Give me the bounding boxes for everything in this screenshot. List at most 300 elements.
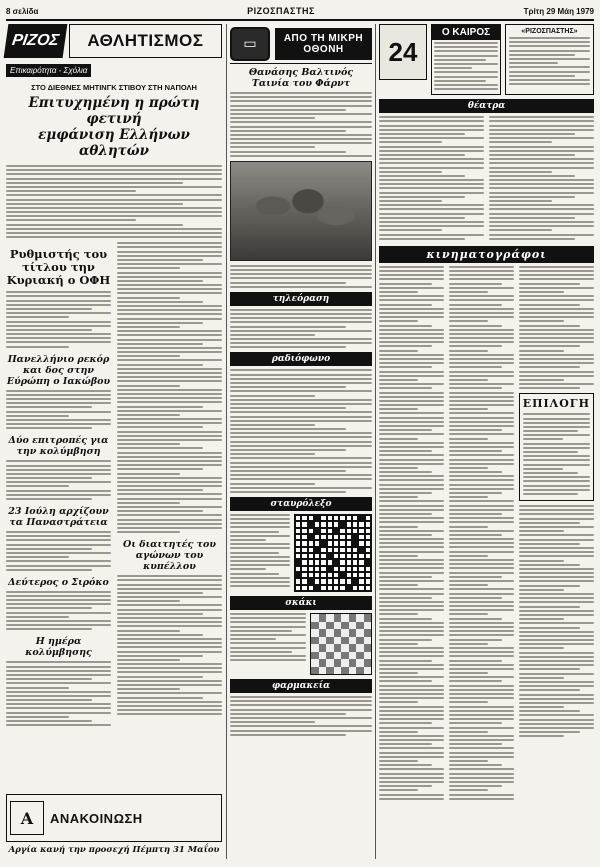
text-line [449, 664, 514, 666]
chess-square [364, 629, 372, 637]
text-line [523, 430, 578, 432]
text-line [6, 333, 111, 335]
text-line [117, 646, 222, 648]
chess-square [311, 629, 319, 637]
text-line [379, 350, 418, 352]
text-line [379, 597, 432, 599]
text-line [117, 322, 203, 324]
text-line [230, 265, 372, 267]
text-line [6, 207, 222, 209]
chess-square [311, 614, 319, 622]
text-line [117, 493, 222, 495]
text-line [117, 651, 222, 653]
text-line [6, 219, 136, 221]
text-line [449, 789, 488, 791]
text-line [117, 401, 222, 403]
text-line [230, 445, 372, 447]
chess-square [326, 652, 334, 660]
text-line [519, 543, 581, 545]
chess-square [326, 644, 334, 652]
text-line [379, 773, 444, 775]
text-line [117, 519, 222, 521]
text-line [230, 407, 346, 409]
text-line [117, 246, 222, 248]
text-line [230, 420, 372, 422]
text-line [449, 794, 514, 796]
text-line [449, 768, 514, 770]
tv-headline: Θανάσης Βαλτινός Ταινία του Φάρντ [248, 67, 354, 89]
text-line [449, 488, 514, 490]
text-line [449, 551, 514, 553]
chess-square [319, 644, 327, 652]
text-line [379, 542, 444, 544]
text-line [379, 400, 444, 402]
chess-square [341, 667, 349, 675]
text-line [449, 396, 514, 398]
text-line [6, 565, 111, 567]
text-line [379, 722, 432, 724]
chess-square [334, 614, 342, 622]
text-line [449, 777, 514, 779]
chess-square [349, 652, 357, 660]
text-line [6, 535, 111, 537]
text-line [6, 415, 69, 417]
text-line [519, 673, 594, 675]
chess-square [349, 629, 357, 637]
text-line [230, 100, 372, 102]
text-line [379, 655, 444, 657]
text-line [379, 454, 444, 456]
text-line [117, 263, 222, 265]
text-line [117, 575, 222, 577]
text-line [379, 299, 444, 301]
tv-schedule [230, 309, 372, 349]
chess-square [356, 644, 364, 652]
text-line [117, 251, 222, 253]
text-line [449, 446, 514, 448]
text-line [230, 436, 372, 438]
headline-iakovou: Πανελλήνιο ρεκόρ και δος στην Εύρώπη ο Ιακώβου [6, 353, 111, 387]
text-line [449, 597, 502, 599]
text-line [379, 626, 444, 628]
announcement-box [6, 794, 222, 842]
text-line [230, 113, 372, 115]
kicker: ΣΤΟ ΔΙΕΘΝΕΣ ΜΗΤΙΝΓΚ ΣΤΙΒΟΥ ΣΤΗ ΝΑΠΟΛΗ [31, 83, 197, 92]
text-line [449, 454, 514, 456]
text-line [509, 66, 590, 68]
text-line [519, 362, 594, 364]
text-line [230, 547, 290, 549]
text-line [230, 277, 372, 279]
text-line [230, 514, 290, 516]
text-line [379, 546, 444, 548]
text-line [379, 672, 418, 674]
text-line [6, 419, 111, 421]
text-line [6, 295, 111, 297]
text-line [523, 476, 590, 478]
text-line [489, 150, 594, 152]
story-body [6, 390, 111, 430]
text-line [230, 441, 372, 443]
text-line [509, 54, 575, 56]
text-line [519, 530, 564, 532]
text-line [6, 670, 111, 672]
text-line [379, 425, 444, 427]
text-line [449, 588, 514, 590]
text-line [379, 459, 444, 461]
text-line [379, 320, 418, 322]
text-line [6, 199, 222, 201]
text-line [449, 572, 514, 574]
text-line [117, 613, 203, 615]
text-line [489, 238, 575, 240]
text-line [519, 635, 594, 637]
text-line [379, 392, 444, 394]
text-line [6, 624, 111, 626]
text-line [230, 453, 315, 455]
text-line [489, 133, 575, 135]
text-line [519, 723, 594, 725]
text-line [117, 579, 222, 581]
text-line [117, 701, 222, 703]
text-line [379, 325, 432, 327]
text-line [379, 333, 444, 335]
text-line [449, 655, 514, 657]
text-line [117, 634, 203, 636]
text-line [449, 781, 514, 783]
story-body [6, 661, 111, 726]
text-line [379, 563, 444, 565]
text-line [519, 647, 564, 649]
text-line [117, 284, 222, 286]
text-line [379, 785, 432, 787]
text-line [230, 478, 372, 480]
text-line [519, 266, 594, 268]
chess-square [356, 622, 364, 630]
text-line [519, 270, 594, 272]
text-line [379, 467, 418, 469]
text-line [379, 158, 484, 160]
chess-square [356, 667, 364, 675]
text-line [449, 333, 514, 335]
text-line [434, 50, 498, 52]
text-line [519, 278, 594, 280]
chess-square [356, 637, 364, 645]
text-line [230, 273, 372, 275]
headline-siroko: Δεύτερος ο Σιρόκο [8, 576, 109, 588]
chess-square [356, 652, 364, 660]
text-line [449, 731, 488, 733]
text-line [230, 634, 306, 636]
text-line [379, 274, 444, 276]
text-line [117, 621, 222, 623]
text-line [230, 526, 290, 528]
text-line [379, 312, 444, 314]
text-line [449, 287, 514, 289]
tv-story-body [230, 92, 372, 157]
text-line [6, 707, 111, 709]
text-line [379, 475, 444, 477]
text-line [379, 204, 484, 206]
text-line [117, 385, 180, 387]
text-line [449, 743, 502, 745]
text-line [449, 647, 514, 649]
text-line [449, 421, 514, 423]
text-line [489, 137, 594, 139]
text-line [379, 196, 465, 198]
text-line [449, 517, 514, 519]
text-line [489, 221, 594, 223]
text-line [449, 329, 514, 331]
text-line [489, 146, 594, 148]
text-line [449, 412, 514, 414]
text-line [230, 585, 290, 587]
text-line [519, 614, 594, 616]
text-line [449, 563, 514, 565]
text-line [117, 659, 180, 661]
text-line [449, 513, 502, 515]
text-line [6, 465, 111, 467]
text-line [379, 781, 444, 783]
text-line [117, 334, 222, 336]
pharmacies-list [230, 696, 372, 736]
text-line [449, 798, 514, 800]
text-line [230, 704, 372, 706]
text-line [519, 694, 594, 696]
text-line [449, 626, 514, 628]
text-line [6, 165, 222, 167]
tv-banner [230, 24, 372, 64]
text-line [117, 485, 222, 487]
text-line [230, 491, 346, 493]
text-line [230, 568, 266, 570]
text-line [449, 459, 514, 461]
text-line [379, 278, 444, 280]
text-line [230, 138, 372, 140]
text-line [6, 548, 92, 550]
text-line [449, 634, 514, 636]
cinema-listings [519, 505, 594, 737]
weather-box [431, 24, 501, 95]
text-line [230, 155, 372, 157]
text-line [523, 480, 590, 482]
text-line [379, 141, 442, 143]
text-line [449, 383, 514, 385]
text-line [6, 406, 92, 408]
chess-square [319, 667, 327, 675]
text-line [379, 137, 484, 139]
text-line [379, 777, 444, 779]
text-line [117, 280, 203, 282]
text-line [449, 546, 514, 548]
text-line [434, 42, 498, 44]
text-line [449, 639, 502, 641]
text-line [117, 642, 222, 644]
text-line [519, 560, 564, 562]
text-line [117, 630, 180, 632]
text-line [230, 487, 372, 489]
text-line [489, 217, 575, 219]
text-line [523, 438, 563, 440]
text-line [434, 55, 498, 57]
text-line [449, 555, 488, 557]
text-line [379, 408, 418, 410]
chess-square [334, 659, 342, 667]
text-line [523, 443, 590, 445]
chess-square [319, 637, 327, 645]
text-line [117, 671, 222, 673]
text-line [6, 691, 111, 693]
text-line [117, 447, 203, 449]
text-line [449, 706, 514, 708]
text-line [449, 680, 502, 682]
text-line [519, 698, 594, 700]
story-body [6, 460, 111, 500]
text-line [519, 295, 594, 297]
chess-square [349, 637, 357, 645]
text-line [489, 175, 575, 177]
text-line [379, 660, 432, 662]
text-line [489, 234, 594, 236]
text-line [379, 647, 444, 649]
text-line [230, 386, 346, 388]
text-line [449, 643, 488, 645]
text-line [449, 341, 514, 343]
text-line [117, 393, 222, 395]
text-line [449, 785, 502, 787]
text-line [6, 402, 111, 404]
text-line [230, 346, 346, 348]
text-line [449, 752, 514, 754]
text-line [230, 696, 372, 698]
text-line [6, 560, 111, 562]
text-line [6, 182, 183, 184]
text-line [379, 179, 484, 181]
text-line [489, 179, 594, 181]
chess-square [311, 644, 319, 652]
text-line [379, 727, 444, 729]
text-line [449, 471, 502, 473]
radio-schedule [230, 369, 372, 492]
text-line [230, 474, 372, 476]
text-line [434, 88, 498, 90]
text-line [6, 603, 111, 605]
text-line [379, 463, 444, 465]
theatre-header: θέατρα [379, 99, 594, 113]
text-line [489, 225, 594, 227]
text-line [519, 706, 564, 708]
text-line [230, 655, 306, 657]
text-line [117, 527, 222, 529]
text-line [117, 655, 203, 657]
story-body [6, 291, 111, 347]
text-line [117, 477, 222, 479]
text-line [6, 169, 222, 171]
text-line [489, 187, 594, 189]
main-story-body [6, 165, 222, 238]
text-line [117, 351, 222, 353]
text-line [6, 236, 222, 238]
text-line [117, 368, 222, 370]
text-line [6, 666, 111, 668]
text-line [519, 689, 581, 691]
text-line [489, 158, 594, 160]
text-line [117, 255, 222, 257]
text-line [489, 162, 594, 164]
text-line [230, 617, 306, 619]
text-line [117, 684, 222, 686]
text-line [6, 531, 111, 533]
text-line [117, 326, 180, 328]
text-line [117, 330, 222, 332]
text-line [230, 734, 346, 736]
text-line [117, 498, 222, 500]
text-line [449, 438, 488, 440]
text-line [230, 717, 372, 719]
text-line [519, 287, 594, 289]
text-line [449, 651, 514, 653]
text-line [230, 428, 346, 430]
text-line [449, 417, 514, 419]
text-line [6, 390, 111, 392]
text-line [230, 462, 372, 464]
text-line [117, 364, 203, 366]
text-line [489, 125, 594, 127]
text-line [6, 661, 111, 663]
text-line [379, 739, 444, 741]
text-line [230, 581, 290, 583]
text-line [523, 434, 590, 436]
announcement-text: Αργία κανή την προσεχή Πέμπτη 31 Μαΐου [8, 845, 220, 855]
text-line [379, 125, 484, 127]
issue-date: Τρίτη 29 Μάη 1979 [523, 6, 594, 16]
chess-square [349, 614, 357, 622]
text-line [449, 530, 514, 532]
text-line [434, 76, 498, 78]
text-line [117, 318, 222, 320]
text-line [519, 375, 594, 377]
text-line [489, 183, 594, 185]
text-line [6, 695, 111, 697]
text-line [6, 620, 111, 622]
text-line [117, 680, 222, 682]
chess-square [326, 614, 334, 622]
text-line [230, 531, 279, 533]
text-line [117, 600, 180, 602]
text-line [6, 678, 92, 680]
text-line [117, 709, 222, 711]
text-line [230, 269, 372, 271]
announcement-icon: Α [10, 801, 44, 835]
text-line [379, 555, 418, 557]
text-line [379, 234, 484, 236]
text-line [379, 270, 444, 272]
theatre-listings [379, 116, 484, 242]
chess-square [319, 622, 327, 630]
text-line [449, 727, 514, 729]
text-line [519, 643, 594, 645]
text-line [117, 663, 222, 665]
text-line [379, 341, 444, 343]
text-line [449, 425, 514, 427]
text-line [449, 316, 514, 318]
text-line [379, 680, 432, 682]
text-line [449, 526, 488, 528]
text-line [449, 580, 514, 582]
text-line [230, 92, 372, 94]
text-line [519, 685, 594, 687]
text-line [117, 259, 203, 261]
